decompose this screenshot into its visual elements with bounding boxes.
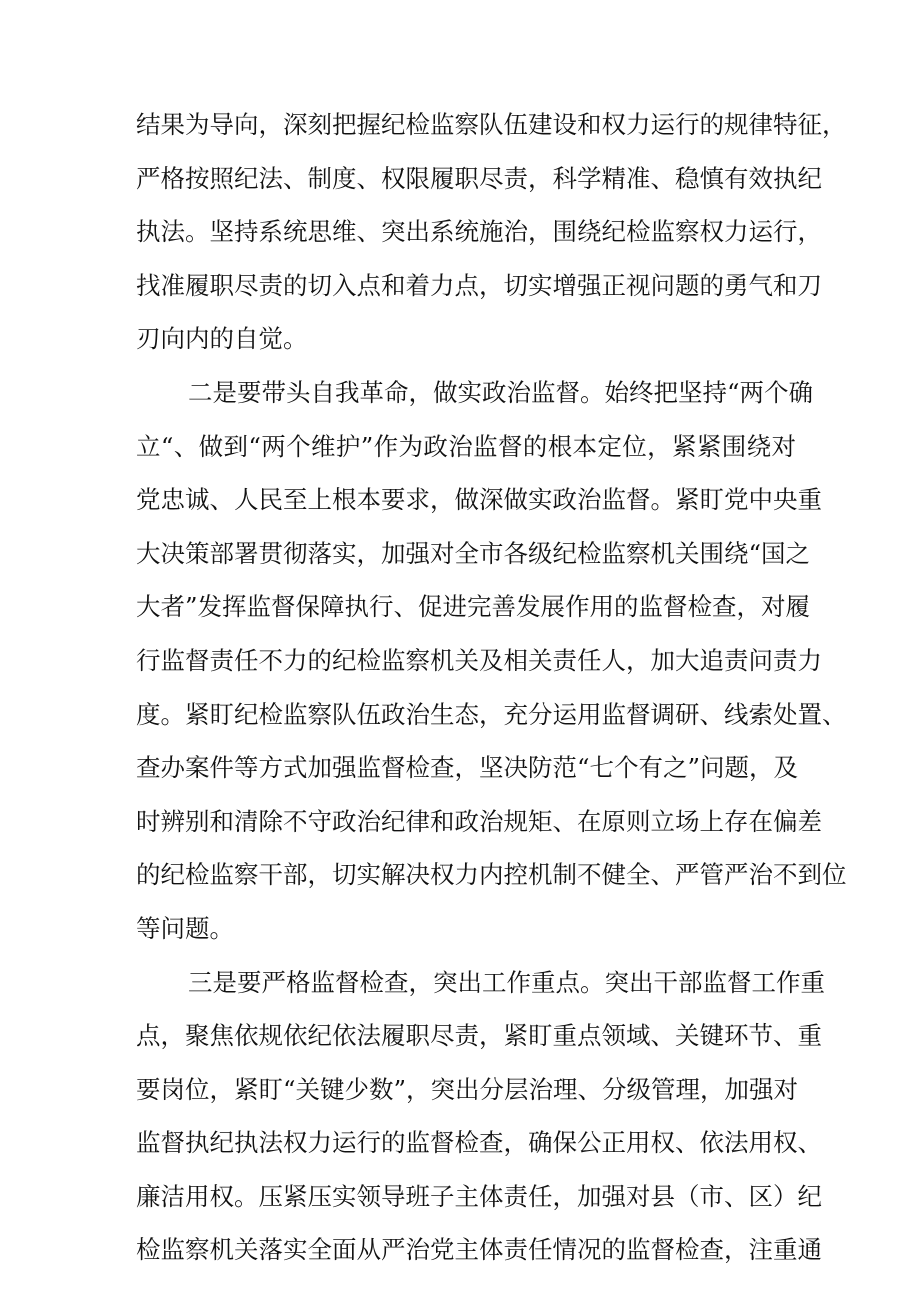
paragraph-line: 行监督责任不力的纪检监察机关及相关责任人，加大追责问责力: [136, 645, 822, 675]
paragraph-1: [136, 98, 847, 366]
paragraph-line: 查办案件等方式加强监督检查，坚决防范“七个有之”问题，及: [136, 753, 799, 783]
paragraph-line: 三是要严格监督检查，突出工作重点。突出干部监督工作重: [188, 967, 825, 997]
paragraph-line: 时辨别和清除不守政治纪律和政治规矩、在原则立场上存在偏差: [136, 806, 822, 836]
document-body: [136, 98, 847, 1277]
paragraph-line: 监督执纪执法权力运行的监督检查，确保公正用权、依法用权、: [136, 1128, 822, 1158]
paragraph-line: 结果为导向，深刻把握纪检监察队伍建设和权力运行的规律特征，: [136, 110, 847, 139]
paragraph-line: 执法。坚持系统思维、突出系统施治，围绕纪检监察权力运行，: [136, 217, 822, 247]
paragraph-line: 大决策部署贯彻落实，加强对全市各级纪检监察机关围绕“国之: [136, 538, 811, 568]
paragraph-line: 点，聚焦依规依纪依法履职尽责，紧盯重点领域、关键环节、重: [136, 1021, 822, 1051]
paragraph-line: 立“、做到“两个维护”作为政治监督的根本定位，紧紧围绕对: [136, 431, 796, 461]
paragraph-2: [136, 366, 847, 956]
paragraph-3: [136, 956, 825, 1278]
paragraph-line: 二是要带头自我革命，做实政治监督。始终把坚持“两个确: [188, 377, 814, 407]
paragraph-line: 严格按照纪法、制度、权限履职尽责，科学精准、稳慎有效执纪: [136, 163, 822, 193]
paragraph-line: 刃向内的自觉。: [136, 324, 308, 354]
paragraph-line: 廉洁用权。压紧压实领导班子主体责任，加强对县（市、区）纪: [136, 1181, 822, 1211]
paragraph-line: 等问题。: [136, 913, 234, 943]
paragraph-line: 要岗位，紧盯“关键少数”，突出分层治理、分级管理，加强对: [136, 1074, 799, 1104]
paragraph-line: 找准履职尽责的切入点和着力点，切实增强正视问题的勇气和刀: [136, 270, 822, 300]
paragraph-line: 度。紧盯纪检监察队伍政治生态，充分运用监督调研、线索处置、: [136, 699, 847, 729]
paragraph-line: 检监察机关落实全面从严治党主体责任情况的监督检查，注重通: [136, 1235, 822, 1265]
paragraph-line: 党忠诚、人民至上根本要求，做深做实政治监督。紧盯党中央重: [136, 485, 822, 515]
paragraph-line: 的纪检监察干部，切实解决权力内控机制不健全、严管严治不到位: [136, 860, 847, 890]
paragraph-line: 大者”发挥监督保障执行、促进完善发展作用的监督检查，对履: [136, 592, 811, 622]
